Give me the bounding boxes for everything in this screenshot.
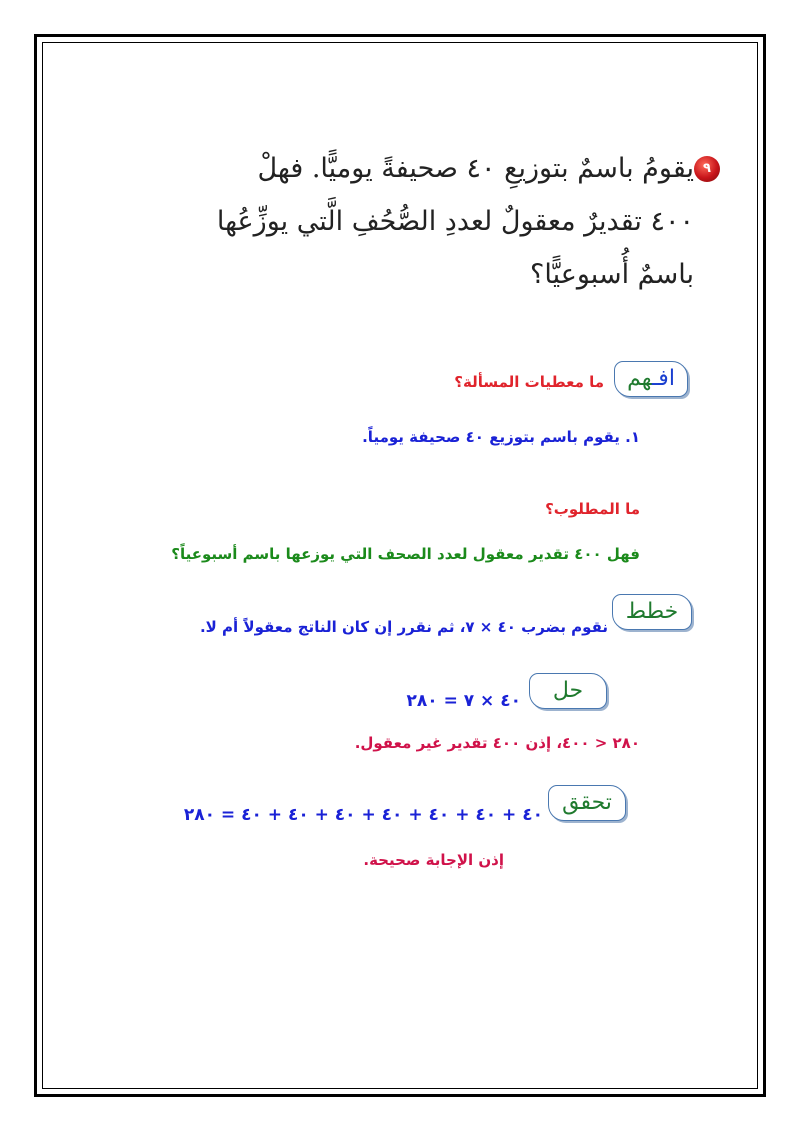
solve-tag: حل <box>529 673 607 709</box>
problem-line-3: باسمٌ أُسبوعيًّا؟ <box>530 259 694 290</box>
plan-text: نقوم بضرب ٤٠ × ٧، ثم نقرر إن كان الناتج معقولاً أم لا. <box>199 618 608 636</box>
problem-line-2: ٤٠٠ تقديرٌ معقولٌ لعددِ الصُّحُفِ الَّتي يوزِّعُها <box>216 206 694 237</box>
solve-equation: ٤٠ × ٧ = ٢٨٠ <box>406 691 521 711</box>
check-conclusion: إذن الإجابة صحيحة. <box>363 851 504 869</box>
understand-tag-prefix: افـ <box>651 366 675 391</box>
required-text: فهل ٤٠٠ تقدير معقول لعدد الصحف التي يوزعها باسم أسبوعياً؟ <box>171 545 640 563</box>
problem-statement <box>174 142 694 301</box>
understand-tag-suffix: هم <box>627 366 652 391</box>
required-label: ما المطلوب؟ <box>545 500 640 518</box>
check-equation: ٤٠ + ٤٠ + ٤٠ + ٤٠ + ٤٠ + ٤٠ + ٤٠ = ٢٨٠ <box>183 805 543 825</box>
problem-number-badge: ٩ <box>694 156 720 182</box>
plan-tag: خطط <box>612 594 692 630</box>
understand-tag <box>614 361 688 397</box>
solve-conclusion: ٢٨٠ < ٤٠٠، إذن ٤٠٠ تقدير غير معقول. <box>354 734 640 752</box>
problem-line-1: يقومُ باسمٌ بتوزيعِ ٤٠ صحيفةً يوميًّا. فهلْ <box>257 153 694 184</box>
understand-question: ما معطيات المسألة؟ <box>454 373 604 391</box>
given-item-1: ١. يقوم باسم بتوزيع ٤٠ صحيفة يومياً. <box>362 428 640 446</box>
check-tag: تحقق <box>548 785 626 821</box>
